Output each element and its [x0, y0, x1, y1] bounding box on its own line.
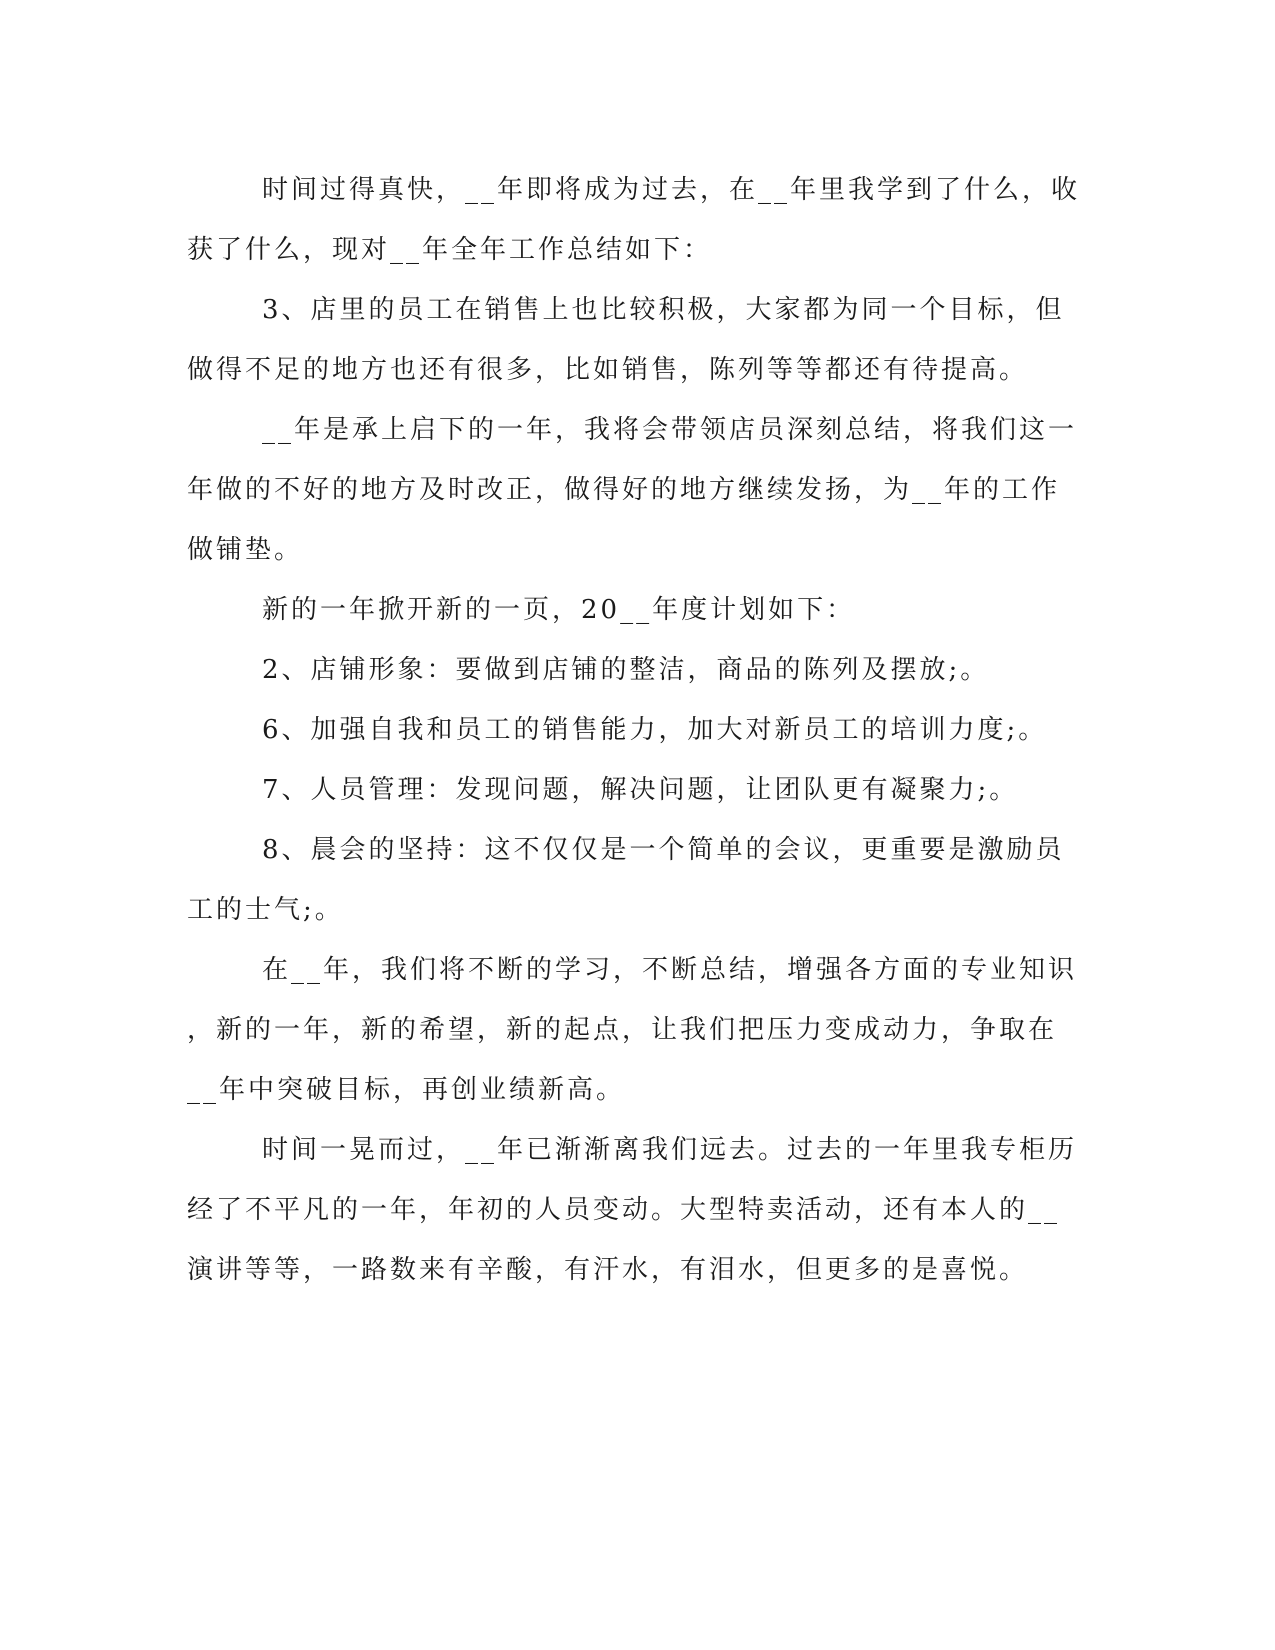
text-line: 时间过得真快，__年即将成为过去，在__年里我学到了什么，收	[262, 175, 1081, 205]
text-line: __年是承上启下的一年，我将会带领店员深刻总结，将我们这一	[262, 415, 1078, 445]
paragraph-item-8	[187, 820, 1087, 940]
text-line: 经了不平凡的一年，年初的人员变动。大型特卖活动，还有本人的__	[187, 1195, 1061, 1225]
text-line: 获了什么，现对__年全年工作总结如下：	[187, 235, 713, 265]
text-line: ，新的一年，新的希望，新的起点，让我们把压力变成动力，争取在	[187, 1015, 1058, 1045]
text-line: 6、加强自我和员工的销售能力，加大对新员工的培训力度;。	[262, 715, 1048, 745]
paragraph-item-6	[187, 700, 1087, 760]
text-line: __年中突破目标，再创业绩新高。	[187, 1075, 626, 1105]
text-line: 2、店铺形象：要做到店铺的整洁，商品的陈列及摆放;。	[262, 655, 990, 685]
paragraph-outlook	[187, 940, 1087, 1120]
text-line: 在__年，我们将不断的学习，不断总结，增强各方面的专业知识	[262, 955, 1078, 985]
paragraph-item-7	[187, 760, 1087, 820]
text-line: 做铺垫。	[187, 535, 304, 565]
text-line: 新的一年掀开新的一页，20__年度计划如下：	[262, 595, 856, 625]
paragraph-intro	[187, 160, 1087, 280]
text-line: 时间一晃而过，__年已渐渐离我们远去。过去的一年里我专柜历	[262, 1135, 1078, 1165]
text-line: 7、人员管理：发现问题，解决问题，让团队更有凝聚力;。	[262, 775, 1019, 805]
text-line: 工的士气;。	[187, 895, 344, 925]
paragraph-transition	[187, 400, 1087, 580]
paragraph-plan-heading	[187, 580, 1087, 640]
paragraph-item-3	[187, 280, 1087, 400]
text-line: 8、晨会的坚持：这不仅仅是一个简单的会议，更重要是激励员	[262, 835, 1065, 865]
text-line: 3、店里的员工在销售上也比较积极，大家都为同一个目标，但	[262, 295, 1065, 325]
paragraph-review	[187, 1120, 1087, 1300]
paragraph-item-2	[187, 640, 1087, 700]
document-body	[187, 160, 1087, 1300]
text-line: 做得不足的地方也还有很多，比如销售，陈列等等都还有待提高。	[187, 355, 1029, 385]
text-line: 年做的不好的地方及时改正，做得好的地方继续发扬，为__年的工作	[187, 475, 1061, 505]
text-line: 演讲等等，一路数来有辛酸，有汗水，有泪水，但更多的是喜悦。	[187, 1255, 1029, 1285]
